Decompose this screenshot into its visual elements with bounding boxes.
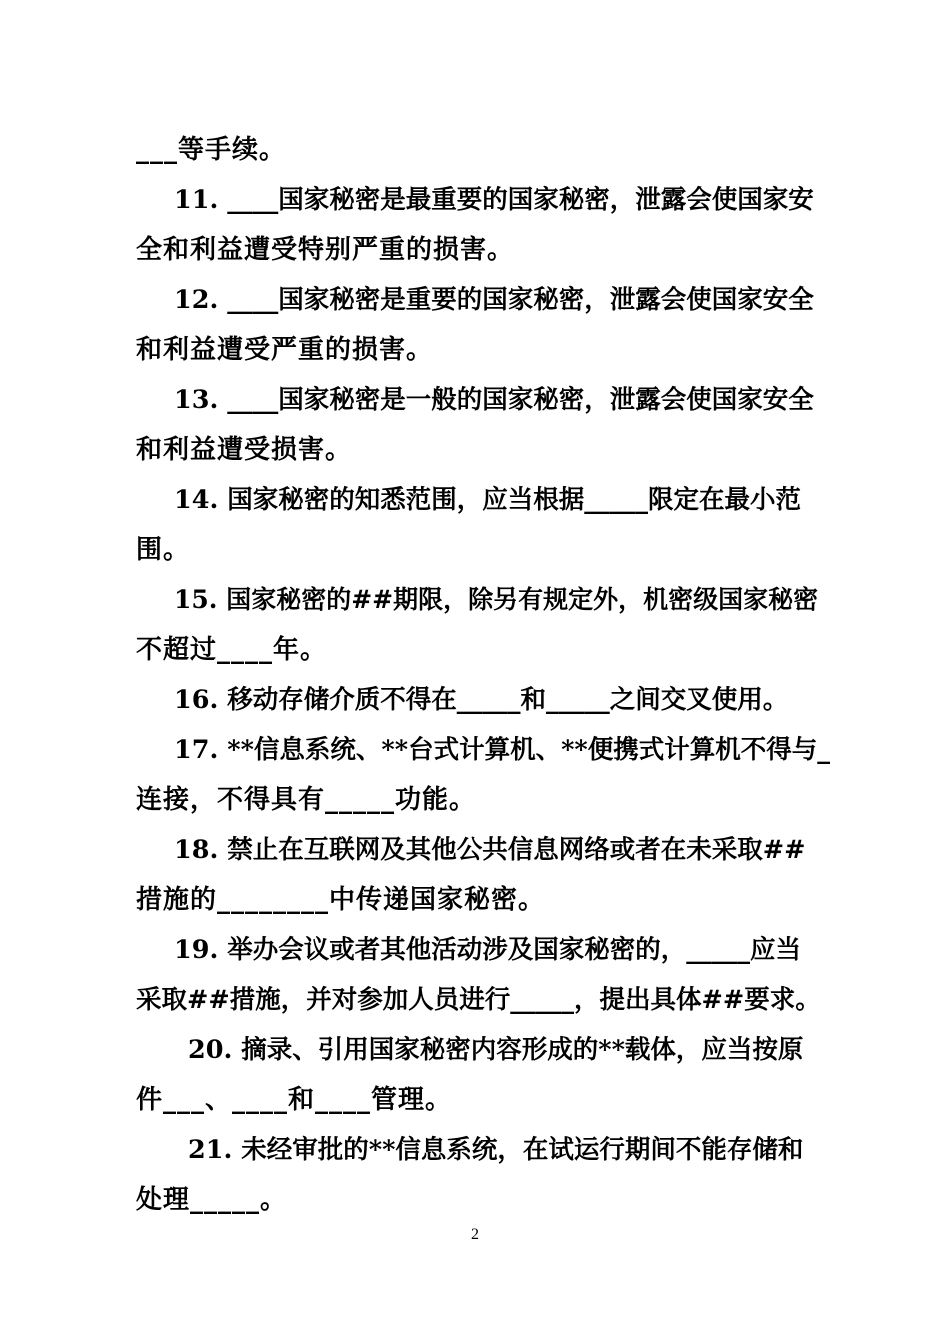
text-line: ___等手续。 — [136, 135, 287, 165]
question-13: 13. ____国家秘密是一般的国家秘密，泄露会使国家安全 — [174, 385, 814, 415]
text-line: 采取##措施，并对参加人员进行_____，提出具体##要求。 — [136, 985, 821, 1015]
question-18: 18. 禁止在互联网及其他公共信息网络或者在未采取## — [174, 835, 806, 865]
page-number: 2 — [471, 1226, 479, 1243]
question-17: 17. **信息系统、**台式计算机、**便携式计算机不得与_ — [174, 735, 831, 765]
text-line: 不超过____年。 — [136, 635, 328, 665]
question-21: 21. 未经审批的**信息系统，在试运行期间不能存储和 — [188, 1135, 804, 1165]
text-line: 措施的________中传递国家秘密。 — [136, 885, 546, 915]
question-11: 11. ____国家秘密是最重要的国家秘密，泄露会使国家安 — [174, 185, 814, 215]
text-line: 处理_____。 — [136, 1185, 288, 1215]
text-line: 件___、____和____管理。 — [136, 1085, 453, 1115]
text-line: 全和利益遭受特别严重的损害。 — [136, 235, 515, 265]
question-19: 19. 举办会议或者其他活动涉及国家秘密的，_____应当 — [174, 935, 801, 965]
question-16: 16. 移动存储介质不得在_____和_____之间交叉使用。 — [174, 685, 789, 715]
text-line: 围。 — [136, 535, 191, 565]
question-12: 12. ____国家秘密是重要的国家秘密，泄露会使国家安全 — [174, 285, 814, 315]
text-line: 和利益遭受严重的损害。 — [136, 335, 434, 365]
question-14: 14. 国家秘密的知悉范围，应当根据_____限定在最小范 — [174, 485, 801, 515]
text-line: 和利益遭受损害。 — [136, 435, 353, 465]
question-15: 15. 国家秘密的##期限，除另有规定外，机密级国家秘密 — [174, 585, 819, 614]
question-20: 20. 摘录、引用国家秘密内容形成的**载体，应当按原 — [188, 1035, 804, 1065]
text-line: 连接，不得具有_____功能。 — [136, 785, 477, 815]
